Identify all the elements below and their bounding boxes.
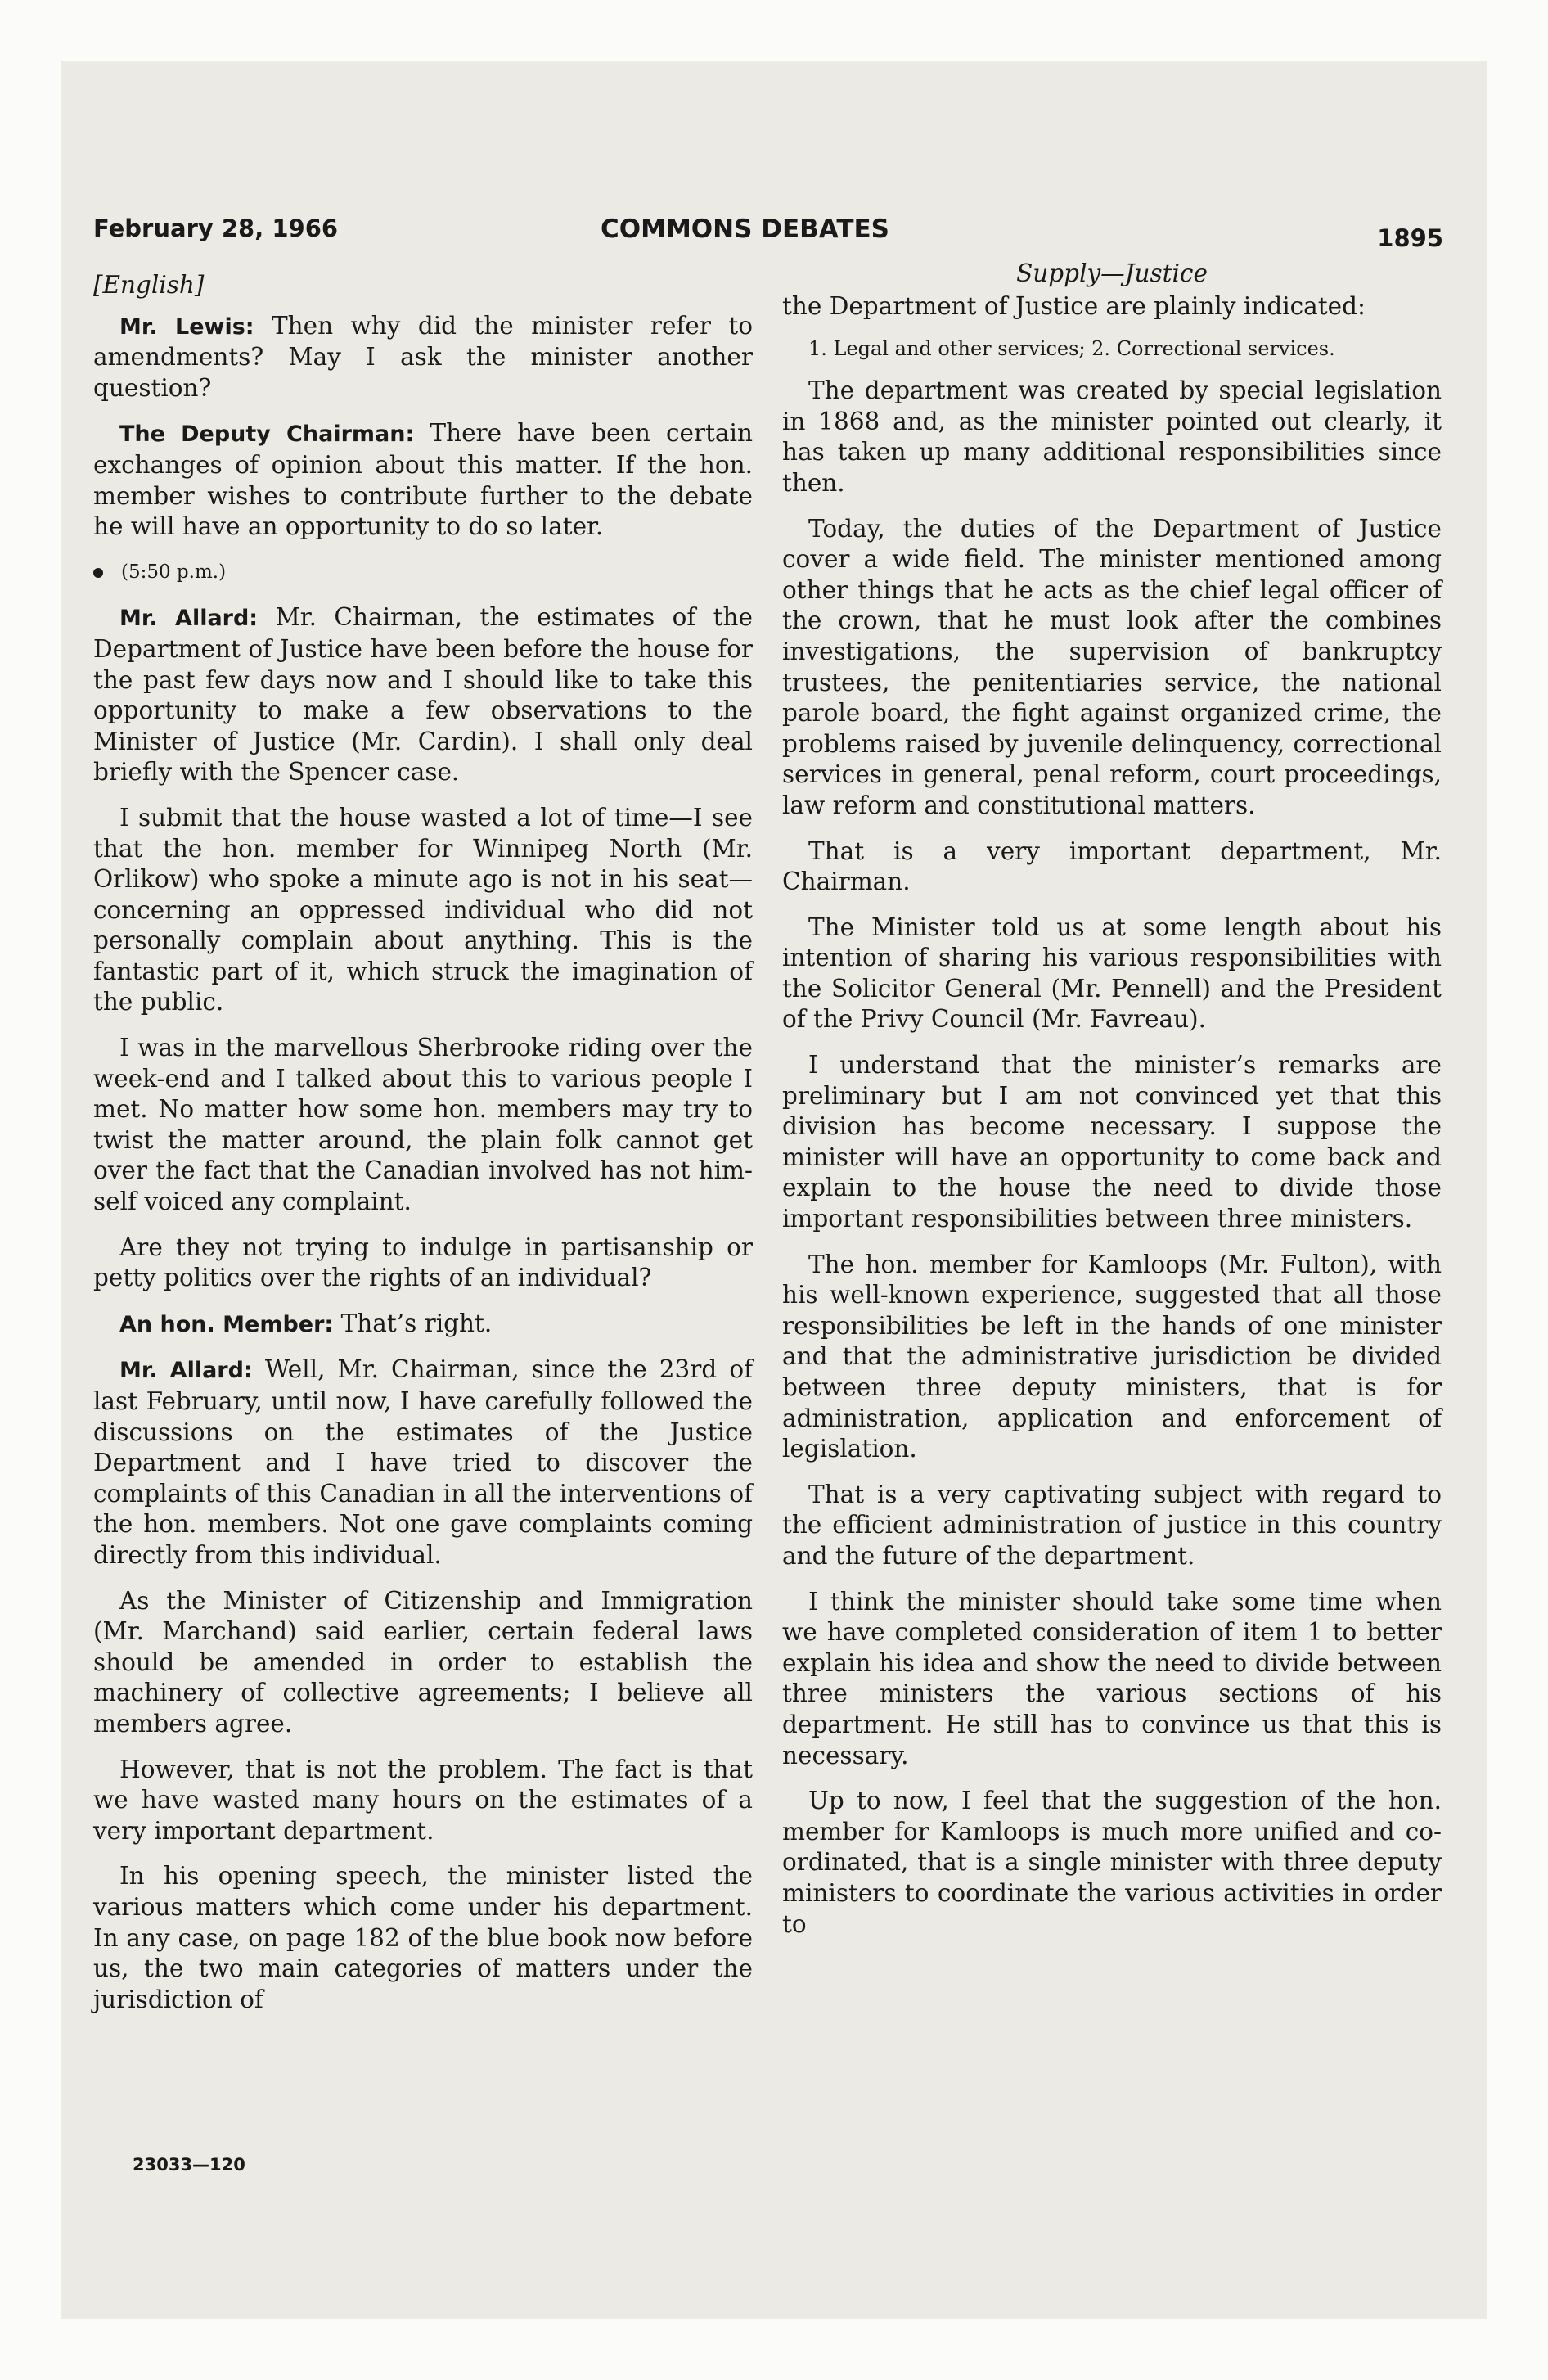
speaker-name: The Deputy Chairman: <box>119 421 415 448</box>
paragraph: Today, the duties of the Department of Justice cover a wide field. The minister mentioned among other things that he acts as the chief legal officer of the crown, that he must look after the combines investigations, the supervision of bankruptcy trustees, the penitentiaries service, the national parole board, the fight against organized crime, the problems raised by juvenile delinquency, correctional services in general, penal reform, court proceedings, law reform and constitutional matters. <box>782 514 1442 819</box>
left-column <box>93 270 753 2030</box>
paragraph: I understand that the minister’s remarks are preliminary but I am not convinced yet that this division has become necessary. I suppose the minister will have an opportunity to come back and explain to the house the need to divide those important responsibilities between three ministers. <box>782 1051 1442 1233</box>
speaker-name: Mr. Allard: <box>119 606 259 632</box>
speaker-name: An hon. Member: <box>119 1311 334 1337</box>
paragraph: I was in the marvellous Sherbrooke riding over the week-end and I talked about this to various people I met. No matter how some hon. members may try to twist the matter around, the plain folk cannot get over the fact that the Canadian involved has not himself voiced any complaint. <box>93 1034 753 1216</box>
paragraph-text: Well, Mr. Chairman, since the 23rd of last February, until now, I have carefully followed the discussions on the estimates of the Justice Department and I have tried to discover the complaints of this Canadian in all the interventions of the hon. members. Not one gave complaints coming directly from this individual. <box>93 1355 753 1569</box>
header-publication: COMMONS DEBATES <box>601 214 889 244</box>
paragraph: As the Minister of Citizenship and Immigration (Mr. Marchand) said earlier, certain federal laws should be amended in order to establish the machinery of collective agreements; I believe all members agree. <box>93 1586 753 1738</box>
paragraph: The department was created by special legislation in 1868 and, as the minister pointed out clearly, it has taken up many additional responsibilities since then. <box>782 376 1442 497</box>
header-date: February 28, 1966 <box>93 214 339 242</box>
estimate-categories: 1. Legal and other services; 2. Correctional services. <box>808 337 1335 361</box>
paragraph <box>93 602 753 788</box>
printer-code: 23033—120 <box>133 2155 245 2175</box>
paragraph <box>93 418 753 542</box>
paragraph <box>93 1355 753 1571</box>
language-tag: [English] <box>93 271 205 299</box>
bullet-icon <box>93 568 103 578</box>
paragraph <box>93 1309 753 1341</box>
paragraph-text: Then why did the minister refer to amendments? May I ask the minister another question? <box>93 311 753 402</box>
speaker-name: Mr. Lewis: <box>119 313 254 340</box>
paragraph: The Minister told us at some length about his intention of sharing his various responsibilities with the Solicitor General (Mr. Pennell) and the President of the Privy Council (Mr. Favreau). <box>782 913 1442 1034</box>
timestamp-text: (5:50 p.m.) <box>121 561 227 583</box>
paragraph-text: Mr. Chairman, the estimates of the Department of Justice have been before the house for the past few days now and I should like to take this opportunity to make a few observations to the Minister of Justice (Mr. Cardin). I shall only deal briefly with the Spencer case. <box>93 603 753 787</box>
paragraph: That is a very important department, Mr. Chairman. <box>782 836 1442 896</box>
running-head: Supply—Justice <box>1016 259 1208 287</box>
paragraph-text: That’s right. <box>340 1309 493 1337</box>
paragraph-text: There have been certain exchanges of opinion about this matter. If the hon. member wishes to contribute further to the debate he will have an opportunity to do so later. <box>93 419 753 541</box>
header-page-number: 1895 <box>1377 224 1443 252</box>
paragraph: the Department of Justice are plainly indicated: <box>782 291 1366 320</box>
right-column <box>782 259 1442 1954</box>
paragraph: I submit that the house wasted a lot of time—I see that the hon. member for Winnipeg North (Mr. Orlikow) who spoke a minute ago is not in his seat—concerning an oppressed individual who did not personally complain about anything. This is the fantastic part of it, which struck the imagination of the public. <box>93 803 753 1016</box>
paragraph: In his opening speech, the minister listed the various matters which come under his department. In any case, on page 182 of the blue book now before us, the two main categories of matters under the jurisdiction of <box>93 1862 753 2013</box>
page-header <box>93 214 1443 257</box>
paragraph: I think the minister should take some time when we have completed consideration of item 1 to better explain his idea and show the need to divide between three ministers the various sections of his department. He still has to convince us that this is necessary. <box>782 1587 1442 1769</box>
paragraph: However, that is not the problem. The fact is that we have wasted many hours on the estimates of a very important department. <box>93 1755 753 1845</box>
paragraph <box>93 311 753 404</box>
paragraph: That is a very captivating subject with regard to the efficient administration of justice in this country and the future of the department. <box>782 1480 1442 1570</box>
timestamp <box>93 557 753 588</box>
paragraph: Are they not trying to indulge in partisanship or petty politics over the rights of an individual? <box>93 1233 753 1292</box>
paragraph: The hon. member for Kamloops (Mr. Fulton), with his well-known experience, suggested that all those responsibilities be left in the hands of one minister and that the administrative jurisdiction be divided between three deputy ministers, that is for administration, application and enforcement of legislation. <box>782 1250 1442 1463</box>
speaker-name: Mr. Allard: <box>119 1358 253 1384</box>
paragraph: Up to now, I feel that the suggestion of the hon. member for Kamloops is much more unified and co-ordinated, that is a single minister with three deputy ministers to coordinate the various activities in order to <box>782 1787 1442 1938</box>
